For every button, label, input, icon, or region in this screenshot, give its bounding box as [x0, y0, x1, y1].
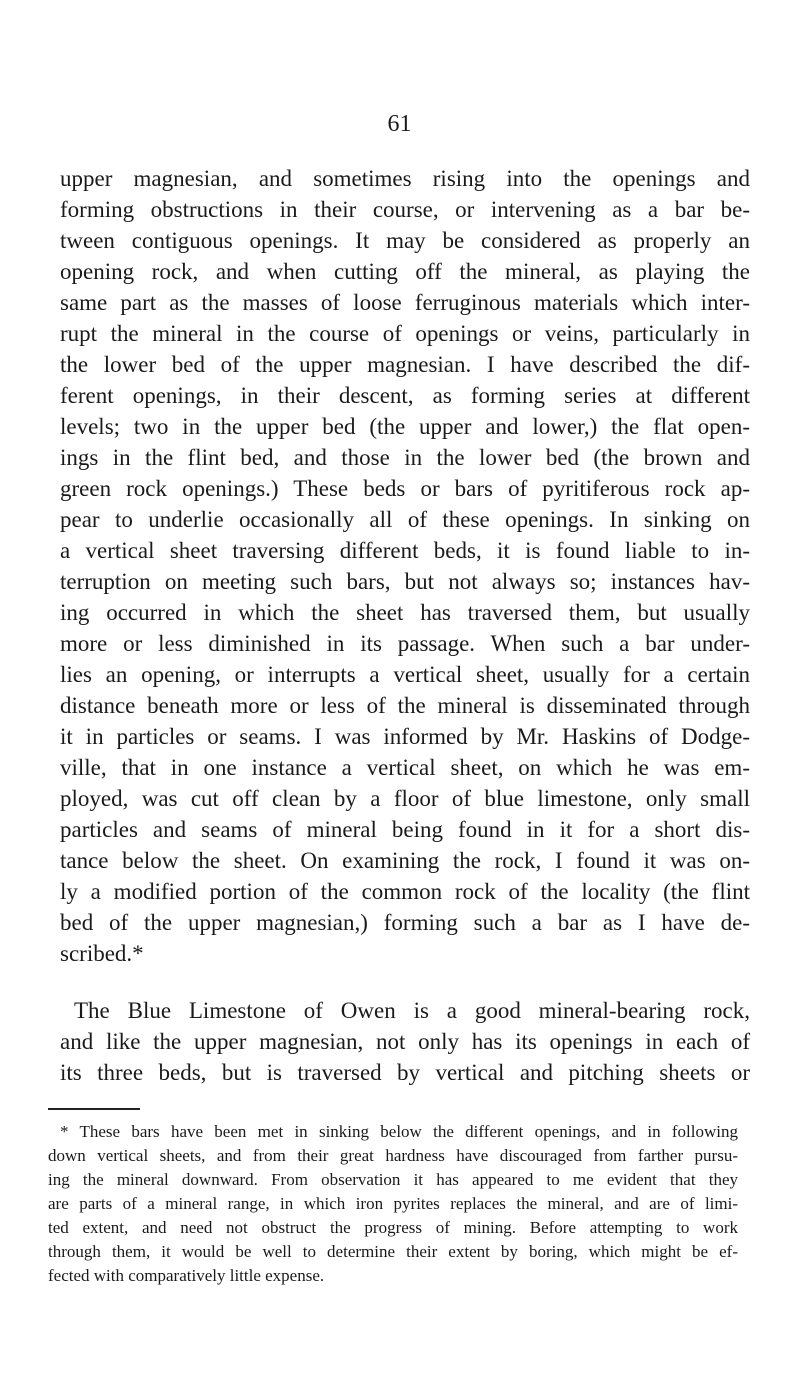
footnote-line: down vertical sheets, and from their great hardness have discouraged from farther pursu-: [48, 1146, 738, 1165]
text-line: forming obstructions in their course, or intervening as a bar be-: [60, 197, 750, 222]
paragraph-1: [60, 163, 750, 969]
text-line: terruption on meeting such bars, but not always so; instances hav-: [60, 569, 750, 594]
text-line: opening rock, and when cutting off the mineral, as playing the: [60, 259, 750, 284]
text-line: tance below the sheet. On examining the rock, I found it was on-: [60, 848, 750, 873]
text-line: same part as the masses of loose ferruginous materials which inter-: [60, 290, 750, 315]
text-line: the lower bed of the upper magnesian. I have described the dif-: [60, 352, 750, 377]
text-line: particles and seams of mineral being found in it for a short dis-: [60, 817, 750, 842]
footnote-line: ted extent, and need not obstruct the progress of mining. Before attempting to work: [48, 1218, 738, 1237]
text-line: distance beneath more or less of the mineral is disseminated through: [60, 693, 750, 718]
text-line: its three beds, but is traversed by vertical and pitching sheets or: [60, 1060, 750, 1085]
footnote-line: ing the mineral downward. From observation it has appeared to me evident that they: [48, 1170, 738, 1189]
text-line: green rock openings.) These beds or bars of pyritiferous rock ap-: [60, 476, 750, 501]
footnote-line: are parts of a mineral range, in which iron pyrites replaces the mineral, and are of limi-: [48, 1194, 738, 1213]
page-number: 61: [387, 111, 412, 137]
text-line: rupt the mineral in the course of openings or veins, particularly in: [60, 321, 750, 346]
footnote: [48, 1120, 738, 1288]
text-line: more or less diminished in its passage. When such a bar under-: [60, 631, 750, 656]
paragraph-2: [60, 995, 750, 1088]
text-line: upper magnesian, and sometimes rising into the openings and: [60, 166, 750, 191]
text-line: ings in the flint bed, and those in the lower bed (the brown and: [60, 445, 750, 470]
text-line: scribed.*: [60, 941, 144, 966]
text-line: ly a modified portion of the common rock of the locality (the flint: [60, 879, 750, 904]
footnote-divider: [48, 1108, 140, 1110]
text-line: ing occurred in which the sheet has traversed them, but usually: [60, 600, 750, 625]
text-line: tween contiguous openings. It may be considered as properly an: [60, 228, 750, 253]
text-line: and like the upper magnesian, not only has its openings in each of: [60, 1029, 750, 1054]
text-line: bed of the upper magnesian,) forming such a bar as I have de-: [60, 910, 750, 935]
footnote-line: fected with comparatively little expense.: [48, 1266, 325, 1285]
footnote-line: through them, it would be well to determine their extent by boring, which might be ef-: [48, 1242, 738, 1261]
text-line: ployed, was cut off clean by a floor of blue limestone, only small: [60, 786, 750, 811]
text-line: it in particles or seams. I was informed by Mr. Haskins of Dodge-: [60, 724, 750, 749]
text-line: ville, that in one instance a vertical sheet, on which he was em-: [60, 755, 750, 780]
text-line: ferent openings, in their descent, as forming series at different: [60, 383, 750, 408]
text-line: The Blue Limestone of Owen is a good mineral-bearing rock,: [74, 998, 750, 1023]
footnote-line: * These bars have been met in sinking below the different openings, and in following: [60, 1122, 738, 1141]
text-line: a vertical sheet traversing different beds, it is found liable to in-: [60, 538, 750, 563]
text-line: levels; two in the upper bed (the upper and lower,) the flat open-: [60, 414, 750, 439]
text-line: pear to underlie occasionally all of these openings. In sinking on: [60, 507, 750, 532]
text-line: lies an opening, or interrupts a vertical sheet, usually for a certain: [60, 662, 750, 687]
